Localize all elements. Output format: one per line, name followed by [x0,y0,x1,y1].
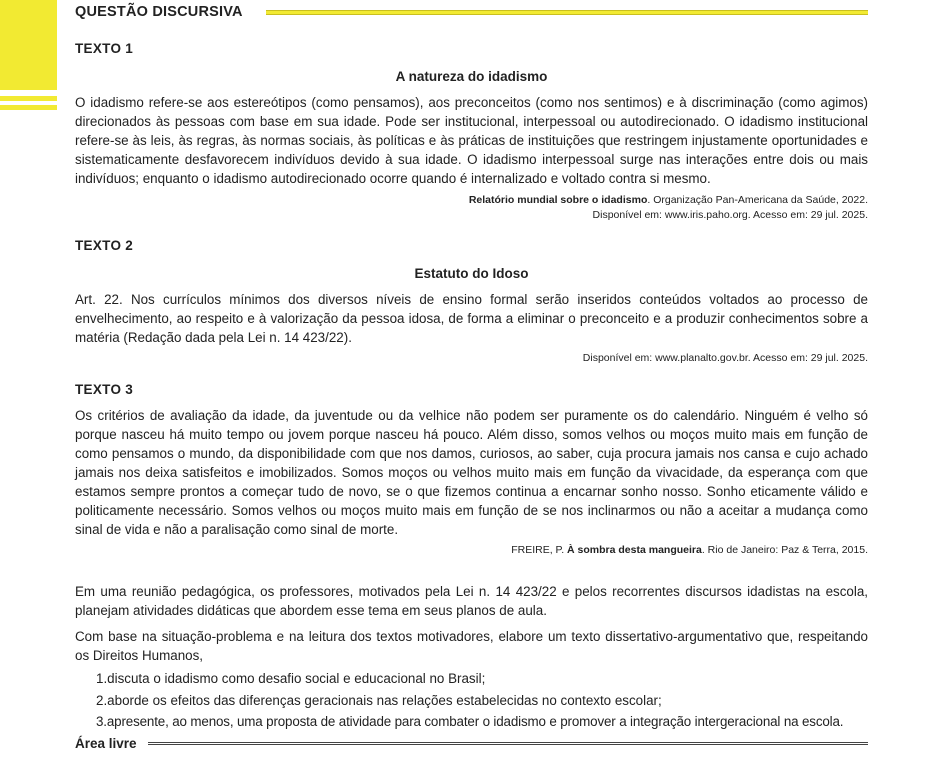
list-item-number: 2. [96,692,108,708]
list-item [96,690,876,712]
texto1-title: A natureza do idadismo [395,69,548,84]
texto3-source-title: À sombra desta mangueira [567,544,702,556]
texto2-label: TEXTO 2 [75,238,134,253]
list-item [96,711,876,733]
texto3-source-publisher: . Rio de Janeiro: Paz & Terra, 2015. [701,544,868,556]
texto3-source [75,543,868,558]
situacao-problema: Em uma reunião pedagógica, os professores, motivados pela Lei n. 14 423/22 e pelos recorrentes discursos idadistas na escola, planejam atividades didáticas que abordem esse tema em seus planos de aula. [75,584,868,618]
texto1-source-publisher: . Organização Pan-Americana da Saúde, 2022. [647,194,868,206]
texto2-body: Art. 22. Nos currículos mínimos dos diversos níveis de ensino formal serão inseridos conteúdos voltados ao processo de envelhecimento, ao respeito e à valorização da pessoa idosa, de forma a eliminar o preconceito e a produzir conhecimentos sobre a matéria (Redação dada pela Lei n. 14 423/22). [75,292,868,345]
texto3-source-author: FREIRE, P. [511,544,568,556]
area-livre-label: Área livre [75,736,137,751]
page-title: QUESTÃO DISCURSIVA [75,4,243,20]
texto2-source: Disponível em: www.planalto.gov.br. Acesso em: 29 jul. 2025. [582,352,868,364]
texto1-source [75,193,868,223]
header-rule [266,10,868,15]
texto1-body: O idadismo refere-se aos estereótipos (como pensamos), aos preconceitos (como nos sentimos) e à discriminação (como agimos) direcionados às pessoas com base em sua idade. Pode ser institucional, interpessoal ou autodirecionado. O idadismo institucional refere-se às leis, às regras, às normas sociais, às políticas e às práticas de instituições que restringem injustamente oportunidades e sistematicamente desfavorecem indivíduos devido à sua idade. O idadismo interpessoal surge nas interações entre dois ou mais indivíduos; enquanto o idadismo autodirecionado ocorre quando é internalizado e voltado contra si mesmo. [75,95,868,186]
footer-rule [148,742,868,745]
list-item-number: 3. [96,714,107,729]
texto1-source-access: Disponível em: www.iris.paho.org. Acesso em: 29 jul. 2025. [592,209,868,221]
list-item [96,668,876,690]
yellow-stripe [0,96,57,101]
list-item-text: apresente, ao menos, uma proposta de atividade para combater o idadismo e promover a integração intergeracional na escola. [106,714,844,729]
list-item-text: discuta o idadismo como desafio social e educacional no Brasil; [107,671,486,686]
texto3-body: Os critérios de avaliação da idade, da juventude ou da velhice não podem ser puramente os do calendário. Ninguém é velho só porque nasceu há muito tempo ou jovem porque nasceu há pouco. Além disso, somos velhos ou moços muito mais em função de como pensamos o mundo, da disponibilidade com que nos damos, curiosos, ao saber, cuja procura jamais nos cansa e cujo achado jamais nos deixa satisfeitos e imobilizados. Somos moços ou velhos muito mais em função da vivacidade, da esperança com que estamos sempre prontos a começar tudo de novo, se o que fizemos continua a encarnar sonho nosso. Sonho eticamente válido e politicamente necessário. Somos velhos ou moços muito mais em função de se nos inclinarmos ou não a aceitar a mudança como sinal de vida e não a paralisação como sinal de morte. [75,408,868,537]
comando: Com base na situação-problema e na leitura dos textos motivadores, elabore um texto dissertativo-argumentativo que, respeitando os Direitos Humanos, [75,629,868,663]
yellow-stripe [0,105,57,110]
yellow-side-block [0,0,57,90]
list-item-text: aborde os efeitos das diferenças geracionais nas relações estabelecidas no contexto escolar; [107,692,662,708]
texto2-title: Estatuto do Idoso [414,266,529,281]
texto1-source-title: Relatório mundial sobre o idadismo [468,194,648,206]
texto1-label: TEXTO 1 [75,41,134,56]
task-list [96,668,876,733]
texto3-label: TEXTO 3 [75,382,134,397]
list-item-number: 1. [96,671,108,686]
